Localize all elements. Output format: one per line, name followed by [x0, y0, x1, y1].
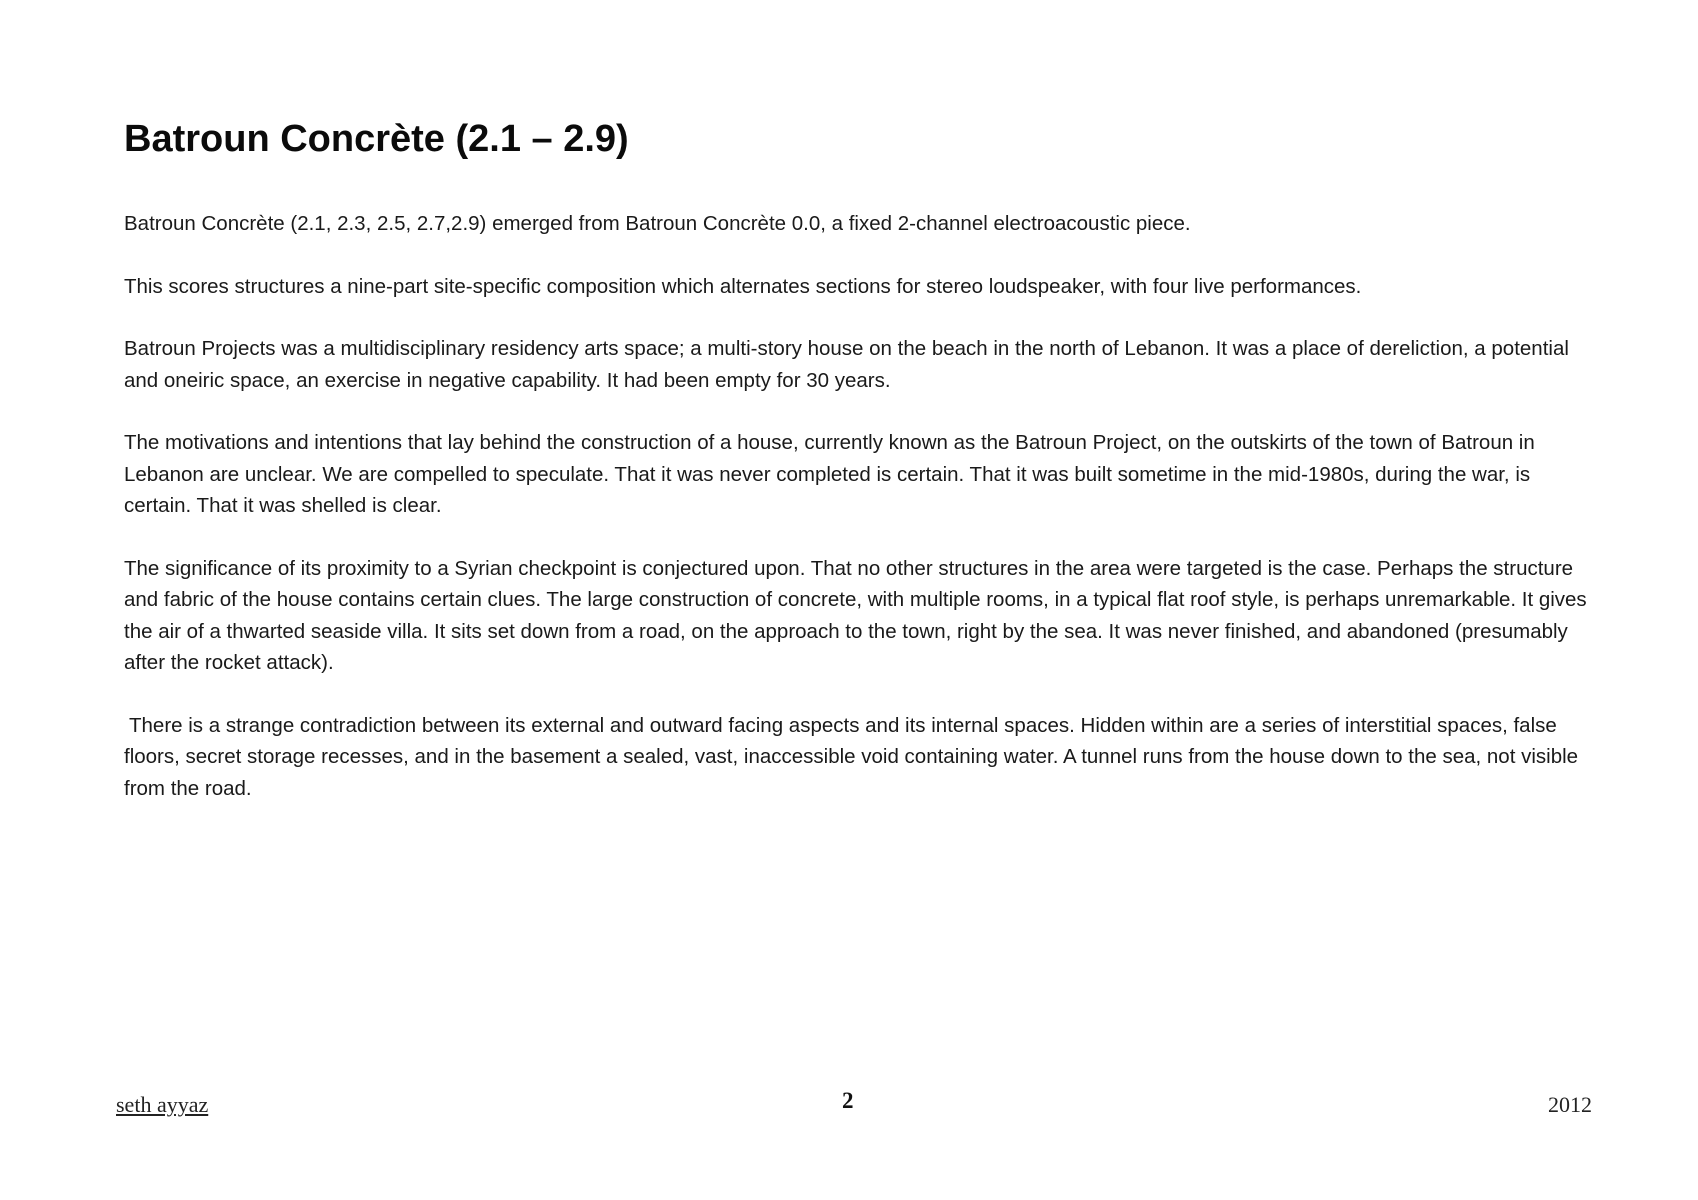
body-text: [124, 208, 1594, 835]
page-title: Batroun Concrète (2.1 – 2.9): [124, 118, 629, 160]
paragraph-origin: Batroun Concrète (2.1, 2.3, 2.5, 2.7,2.9) emerged from Batroun Concrète 0.0, a fixed 2-channel electroacoustic piece.: [124, 212, 1191, 235]
footer-author-link[interactable]: seth ayyaz: [116, 1092, 209, 1117]
footer-year: 2012: [1548, 1092, 1592, 1117]
paragraph-motivations: The motivations and intentions that lay behind the construction of a house, currently known as the Batroun Project, on the outskirts of the town of Batroun in Lebanon are unclear. We are compelled to speculate. That it was never completed is certain. That it was built sometime in the mid-1980s, during the war, is certain. That it was shelled is clear.: [124, 431, 1535, 517]
paragraph-structure: This scores structures a nine-part site-specific composition which alternates sections for stereo loudspeaker, with four live performances.: [124, 274, 1362, 298]
paragraph-contradiction: There is a strange contradiction between its external and outward facing aspects and its internal spaces. Hidden within are a series of interstitial spaces, false floors, secret storage recesses, and in the basement a sealed, vast, inaccessible void containing water. A tunnel runs from the house down to the sea, not visible from the road.: [124, 713, 1579, 800]
page-number: 2: [842, 1088, 854, 1113]
paragraph-significance: The significance of its proximity to a Syrian checkpoint is conjectured upon. That no other structures in the area were targeted is the case. Perhaps the structure and fabric of the house contains certain clues. The large construction of concrete, with multiple rooms, in a typical flat roof style, is perhaps unremarkable. It gives the air of a thwarted seaside villa. It sits set down from a road, on the approach to the town, right by the sea. It was never finished, and abandoned (presumably after the rocket attack).: [124, 556, 1587, 674]
paragraph-batroun-projects: Batroun Projects was a multidisciplinary residency arts space; a multi-story house on the beach in the north of Lebanon. It was a place of dereliction, a potential and oneiric space, an exercise in negative capability. It had been empty for 30 years.: [124, 337, 1569, 392]
